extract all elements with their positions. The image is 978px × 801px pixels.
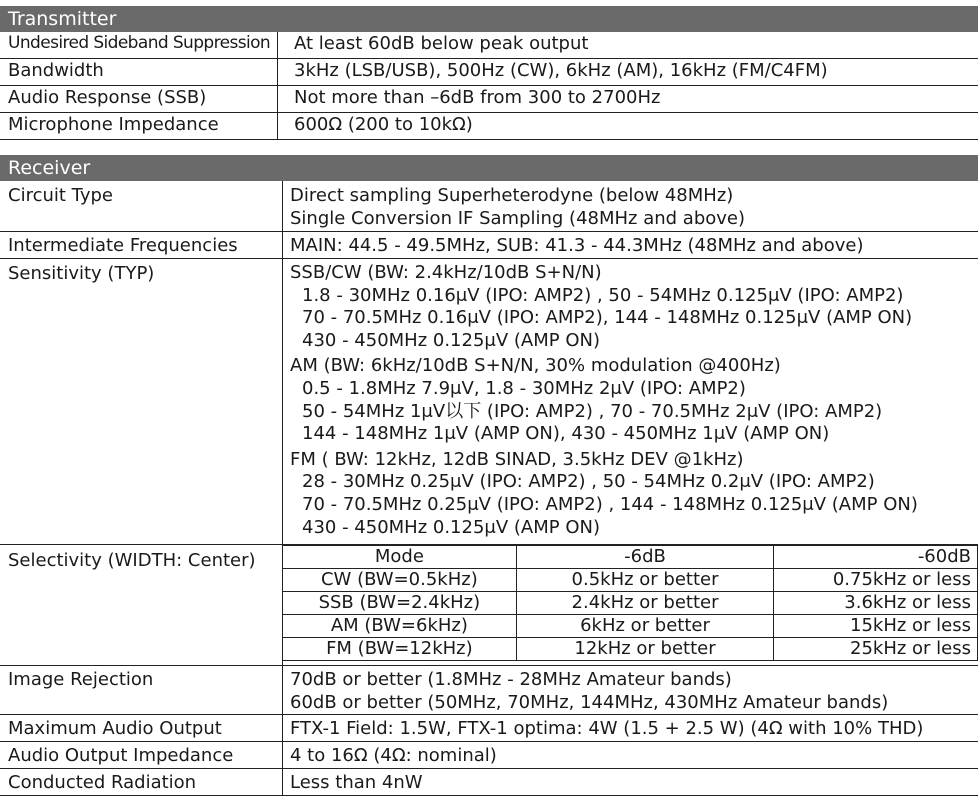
spec-line: 70 - 70.5MHz 0.25μV (IPO: AMP2) , 144 - 148MHz 0.125μV (AMP ON) (302, 493, 918, 515)
spec-value: FTX-1 Field: 1.5W, FTX-1 optima: 4W (1.5 + 2.5 W) (4Ω with 10% THD) (290, 718, 924, 739)
spec-label: Sensitivity (TYP) (8, 263, 155, 284)
column-divider (282, 181, 283, 231)
spec-label: Image Rejection (8, 669, 154, 690)
table-row (283, 615, 978, 638)
spec-row-max-audio-output (0, 715, 978, 742)
spec-value: 600Ω (200 to 10kΩ) (294, 114, 473, 135)
spec-line: 70 - 70.5MHz 0.16μV (IPO: AMP2), 144 - 148MHz 0.125μV (AMP ON) (302, 307, 913, 329)
spec-row-intermediate-frequencies (0, 232, 978, 259)
column-divider (282, 769, 283, 795)
receiver-heading: Receiver (0, 155, 978, 181)
spec-row-mic-impedance (0, 113, 978, 140)
column-divider (282, 545, 283, 665)
spec-line: Single Conversion IF Sampling (48MHz and above) (290, 208, 746, 229)
table-header-row (283, 546, 978, 569)
spec-value: 4 to 16Ω (4Ω: nominal) (290, 745, 497, 766)
spec-row-image-rejection (0, 665, 978, 715)
table-cell: AM (BW=6kHz) (283, 615, 517, 638)
column-divider (282, 666, 283, 714)
ssb-cw-title: SSB/CW (BW: 2.4kHz/10dB S+N/N) (290, 262, 602, 283)
spec-row-circuit-type (0, 181, 978, 232)
spec-line: Direct sampling Superheterodyne (below 48MHz) (290, 185, 734, 206)
spec-line: 70dB or better (1.8MHz - 28MHz Amateur bands) (290, 669, 732, 690)
spec-value: At least 60dB below peak output (294, 33, 589, 54)
table-row (283, 592, 978, 615)
am-title: AM (BW: 6kHz/10dB S+N/N, 30% modulation @400Hz) (290, 355, 781, 377)
spec-row-bandwidth (0, 59, 978, 86)
table-cell: 12kHz or better (516, 638, 774, 661)
table-cell: 0.5kHz or better (516, 569, 774, 592)
spec-label: Intermediate Frequencies (8, 235, 238, 256)
spec-label: Circuit Type (8, 185, 114, 206)
selectivity-table (282, 545, 978, 661)
table-header: -6dB (516, 546, 774, 569)
table-header: Mode (283, 546, 517, 569)
table-cell: 3.6kHz or less (774, 592, 978, 615)
table-cell: SSB (BW=2.4kHz) (283, 592, 517, 615)
table-cell: 2.4kHz or better (516, 592, 774, 615)
spec-label: Maximum Audio Output (8, 718, 222, 739)
table-header: -60dB (774, 546, 978, 569)
column-divider (277, 32, 278, 58)
spec-label: Audio Output Impedance (8, 745, 234, 766)
column-divider (282, 742, 283, 768)
table-row (283, 569, 978, 592)
spec-row-selectivity (0, 545, 978, 665)
spec-line: 430 - 450MHz 0.125μV (AMP ON) (302, 516, 601, 538)
sensitivity-block (290, 262, 918, 539)
spec-line: 0.5 - 1.8MHz 7.9μV, 1.8 - 30MHz 2μV (IPO: AMP2) (302, 377, 746, 399)
spec-row-audio-response (0, 86, 978, 113)
spec-label: Conducted Radiation (8, 772, 197, 793)
spec-label: Audio Response (SSB) (8, 87, 207, 108)
table-cell: FM (BW=12kHz) (283, 638, 517, 661)
column-divider (282, 232, 283, 258)
column-divider (277, 113, 278, 139)
table-cell: CW (BW=0.5kHz) (283, 569, 517, 592)
table-cell: 25kHz or less (774, 638, 978, 661)
spec-label: Selectivity (WIDTH: Center) (8, 550, 256, 571)
spec-line: 28 - 30MHz 0.25μV (IPO: AMP2) , 50 - 54MHz 0.2μV (IPO: AMP2) (302, 471, 875, 493)
spec-value: 3kHz (LSB/USB), 500Hz (CW), 6kHz (AM), 16kHz (FM/C4FM) (294, 60, 828, 81)
column-divider (282, 259, 283, 544)
spec-label: Microphone Impedance (8, 114, 219, 135)
table-row (283, 638, 978, 661)
spec-label: Bandwidth (8, 60, 104, 81)
column-divider (277, 86, 278, 112)
column-divider (277, 59, 278, 85)
spec-line: 60dB or better (50MHz, 70MHz, 144MHz, 430MHz Amateur bands) (290, 692, 889, 713)
spec-line: 1.8 - 30MHz 0.16μV (IPO: AMP2) , 50 - 54MHz 0.125μV (IPO: AMP2) (302, 284, 904, 306)
spec-line: 50 - 54MHz 1μV以下 (IPO: AMP2) , 70 - 70.5MHz 2μV (IPO: AMP2) (302, 400, 883, 422)
spec-label: Undesired Sideband Suppression (8, 33, 271, 53)
spec-value: Less than 4nW (290, 772, 423, 793)
spec-value-block (290, 668, 888, 714)
spec-value: MAIN: 44.5 - 49.5MHz, SUB: 41.3 - 44.3MHz (48MHz and above) (290, 235, 864, 256)
spec-row-audio-output-impedance (0, 742, 978, 769)
spec-value: Not more than –6dB from 300 to 2700Hz (294, 87, 661, 108)
spec-line: 144 - 148MHz 1μV (AMP ON), 430 - 450MHz 1μV (AMP ON) (302, 423, 830, 445)
table-cell: 6kHz or better (516, 615, 774, 638)
spec-value-block (290, 184, 745, 230)
spec-line: 430 - 450MHz 0.125μV (AMP ON) (302, 329, 601, 351)
table-cell: 15kHz or less (774, 615, 978, 638)
spec-row-sideband-suppression (0, 32, 978, 59)
fm-title: FM ( BW: 12kHz, 12dB SINAD, 3.5kHz DEV @1kHz) (290, 448, 744, 470)
spec-row-conducted-radiation (0, 769, 978, 796)
spec-row-sensitivity (0, 259, 978, 545)
column-divider (282, 715, 283, 741)
transmitter-heading: Transmitter (0, 6, 978, 32)
table-cell: 0.75kHz or less (774, 569, 978, 592)
